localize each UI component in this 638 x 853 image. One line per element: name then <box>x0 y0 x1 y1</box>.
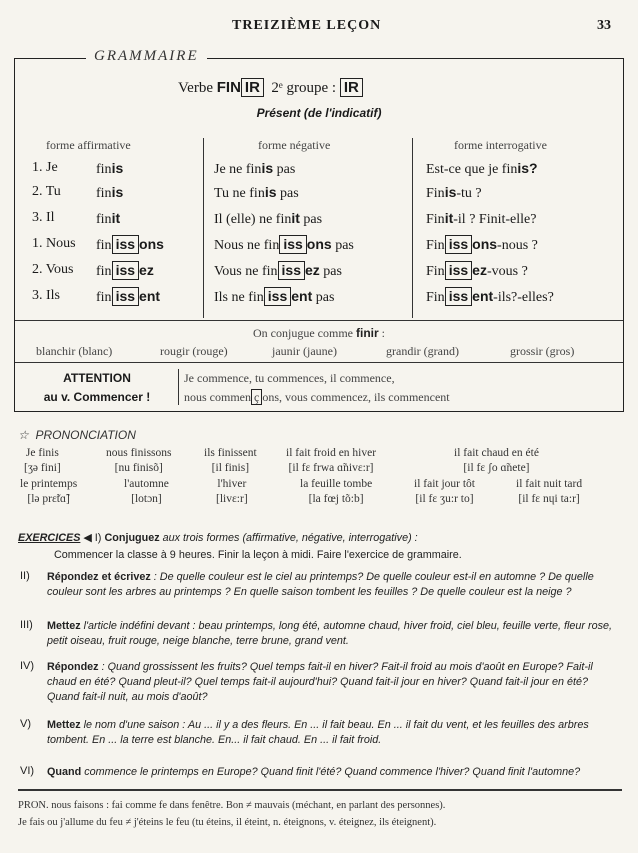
grammar-section-label: GRAMMAIRE <box>86 48 207 65</box>
adjective-verb: grossir (gros) <box>510 344 575 358</box>
exercises-label: EXERCICES <box>18 532 81 544</box>
affirmative-form: fin iss ent <box>96 288 161 305</box>
exercise-1-sentences: Commencer la classe à 9 heures. Finir la leçon à midi. Faire l'exercice de grammaire. <box>54 549 462 561</box>
exercise-4: Répondez : Quand grossissent les fruits? Quel temps fait-il en hiver? Fait-il froid au mois d'août en Europe? Fait-il chaud en été? Quand pleut-il? Quel temps fait-il aujourd'hui? Quand fait-il jour en hiver? Quand fait-il jour en été? Quand fait-il nuit, au mois d'août? <box>47 661 593 703</box>
pronunciation-entry: il fait jour tôt [il fɛ ʒu:r to] <box>414 478 476 505</box>
pronoun-label: 2. Tu <box>32 184 61 199</box>
interrogative-form: Finis-tu ? <box>426 184 482 201</box>
exercise-6: Quand commence le printemps en Europe? Quand finit l'été? Quand commence l'hiver? Quand finit l'automne? <box>47 766 581 778</box>
col-header-negative: forme négative <box>258 138 331 152</box>
divider <box>15 320 623 321</box>
affirmative-form: finis <box>96 184 124 201</box>
col-header-interrogative: forme interrogative <box>454 138 547 152</box>
pronunciation-entry: il fait froid en hiver [il fɛ frwa ɑ̃nivɛ:r] <box>286 447 377 474</box>
chapter-title: TREIZIÈME LEÇON <box>232 18 382 33</box>
negative-form: Ils ne fin iss ent pas <box>214 288 335 305</box>
adjective-verb: grandir (grand) <box>386 344 459 358</box>
divider <box>15 362 623 363</box>
pronoun-label: 3. Ils <box>32 288 60 303</box>
interrogative-form: Fin iss ons-nous ? <box>426 236 538 253</box>
conjugate-like-line: On conjugue comme finir : <box>253 326 385 340</box>
footer-note-2: Je fais ou j'allume du feu ≠ j'éteins le feu (tu éteins, il éteint, n. éteignons, v. éteignez, ils éteignent). <box>18 817 437 828</box>
exercise-number: V) <box>20 718 31 730</box>
exercise-number: II) <box>20 570 30 582</box>
exercise-number: III) <box>20 619 33 631</box>
footer-rule <box>18 789 622 791</box>
adjective-verb: jaunir (jaune) <box>272 344 337 358</box>
exercise-1: EXERCICES ◀ I) Conjuguez aux trois formes (affirmative, négative, interrogative) : <box>18 532 418 544</box>
pronunciation-title: ☆ PRONONCIATION <box>18 428 136 442</box>
negative-form: Nous ne fin iss ons pas <box>214 236 354 253</box>
exercise-2: Répondez et écrivez : De quelle couleur est le ciel au printemps? De quelle couleur est-il en automne ? De quelle couleur sont les arbres au printemps ? En quelle saison tombent les feuilles ? De quelle couleur est la neige ? <box>47 571 594 598</box>
adjective-verb: rougir (rouge) <box>160 344 228 358</box>
pronunciation-entry: la feuille tombe [la fœj tõ:b] <box>300 478 373 505</box>
interrogative-form: Fin iss ent-ils?-elles? <box>426 288 554 305</box>
negative-form: Je ne finis pas <box>214 160 296 177</box>
verb-ending-box: IR <box>241 78 264 97</box>
column-divider <box>203 138 204 318</box>
affirmative-form: finit <box>96 210 121 227</box>
verb-line: Verbe FIN IR 2ᵉ groupe : IR <box>178 78 363 97</box>
negative-form: Vous ne fin iss ez pas <box>214 262 342 279</box>
exercise-5: Mettez le nom d'une saison : Au ... il y a des fleurs. En ... il fait beau. En ... il fait du vent, et les feuilles des arbres tombent. En ... la terre est blanche. En... il fait chaud. En ... il fait froid. <box>47 719 589 746</box>
attention-divider <box>178 369 179 405</box>
footer-note-1: PRON. nous faisons : fai comme fe dans fenêtre. Bon ≠ mauvais (méchant, en parlant des personnes). <box>18 800 446 811</box>
pronunciation-entry: l'hiver [livɛ:r] <box>216 478 248 505</box>
affirmative-form: fin iss ez <box>96 262 154 279</box>
attention-label: ATTENTION au v. Commencer ! <box>43 371 151 404</box>
pronoun-label: 3. Il <box>32 210 55 225</box>
verb-stem: FIN <box>216 79 241 96</box>
group-label: 2ᵉ groupe : <box>271 80 337 96</box>
pronunciation-entry: nous finissons [nu finisõ] <box>106 447 172 474</box>
attention-text: Je commence, tu commences, il commence, nous commen ç ons, vous commencez, ils commencent <box>184 371 450 404</box>
adjective-verb: blanchir (blanc) <box>36 344 113 358</box>
play-arrow-icon: ◀ <box>83 532 92 544</box>
exercise-3: Mettez l'article indéfini devant : beau printemps, long été, automne chaud, hiver froid, ciel bleu, feuille verte, fleur rose, petit oiseau, fruit rouge, neige blanche, terre brune, grand vent. <box>47 620 612 647</box>
exercise-number: IV) <box>20 660 35 672</box>
group-ending-box: IR <box>340 78 363 97</box>
negative-form: Tu ne finis pas <box>214 184 299 201</box>
pronoun-label: 1. Nous <box>32 236 76 251</box>
interrogative-form: Fin iss ez-vous ? <box>426 262 528 279</box>
pronunciation-entry: le printemps [lə prɛ̃tɑ̃] <box>20 478 78 505</box>
page-number: 33 <box>597 18 611 33</box>
pronoun-label: 2. Vous <box>32 262 74 277</box>
affirmative-form: finis <box>96 160 124 177</box>
pronunciation-entry: il fait chaud en été [il fɛ ʃo ɑ̃nete] <box>454 447 539 474</box>
negative-form: Il (elle) ne finit pas <box>214 210 323 227</box>
pronunciation-entry: Je finis [ʒə fini] <box>24 447 61 474</box>
interrogative-form: Finit-il ? Finit-elle? <box>426 210 537 227</box>
pronunciation-entry: ils finissent [il finis] <box>204 447 257 474</box>
page-header <box>0 18 638 38</box>
column-divider <box>412 138 413 318</box>
star-icon: ☆ <box>18 428 29 442</box>
tense-title: Présent (de l'indicatif) <box>256 106 382 120</box>
interrogative-form: Est-ce que je finis? <box>426 160 538 177</box>
pronunciation-entry: il fait nuit tard [il fɛ nɥi ta:r] <box>516 478 583 505</box>
pronoun-label: 1. Je <box>32 160 58 175</box>
exercise-number: VI) <box>20 765 35 777</box>
affirmative-form: fin iss ons <box>96 236 164 253</box>
col-header-affirmative: forme affirmative <box>46 138 131 152</box>
pronunciation-entry: l'automne [lotɔn] <box>124 478 169 505</box>
